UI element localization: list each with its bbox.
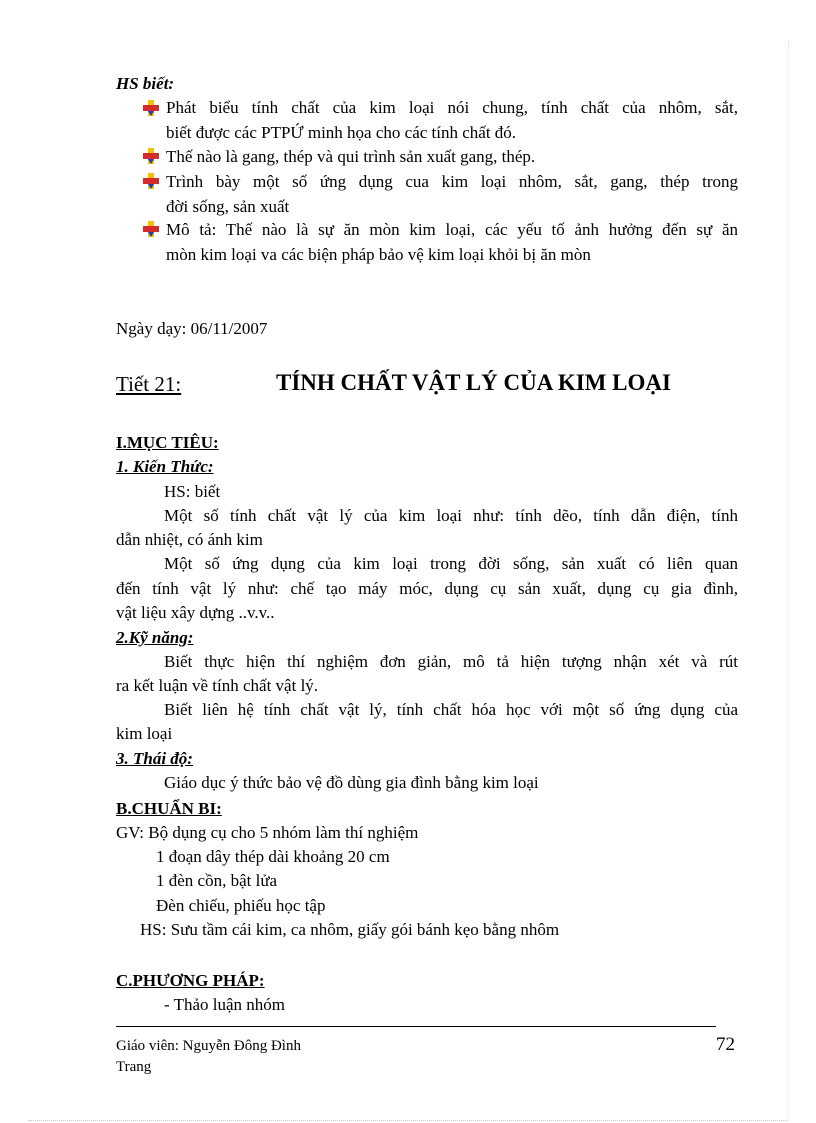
method-line-1: - Thảo luận nhóm [164, 995, 286, 1014]
attitude-heading: 3. Thái độ: [116, 749, 193, 768]
method-heading: C.PHƯƠNG PHÁP: [116, 971, 265, 990]
preparation-line-2: 1 đoạn dây thép dài khoảng 20 cm [156, 847, 390, 866]
intro-bullet-4-line-1: Mô tả: Thế nào là sự ăn mòn kim loại, các yếu tố ảnh hưởng đến sự ăn [166, 220, 738, 239]
intro-bullet-3-line-1: Trình bày một số ứng dụng cua kim loại nhôm, sắt, gang, thép trong [166, 172, 738, 191]
knowledge-line-6: vật liệu xây dựng ..v.v.. [116, 603, 275, 622]
skills-heading: 2.Kỹ năng: [116, 628, 194, 647]
intro-bullet-2-line-1: Thế nào là gang, thép và qui trình sản xuất gang, thép. [166, 147, 536, 166]
page-number: 72 [716, 1034, 735, 1055]
preparation-line-3: 1 đèn cồn, bật lửa [156, 871, 278, 890]
knowledge-line-5: đến tính vật lý như: chế tạo máy móc, dụng cụ sản xuất, dụng cụ gia đình, [116, 579, 738, 598]
intro-bullet-4-line-2: mòn kim loại va các biện pháp bảo vệ kim loại khỏi bị ăn mòn [166, 245, 591, 264]
intro-bullet-1-line-1: Phát biểu tính chất của kim loại nói chung, tính chất của nhôm, sắt, [166, 98, 738, 117]
knowledge-line-1: HS: biết [164, 482, 221, 501]
attitude-line-1: Giáo dục ý thức bảo vệ đồ dùng gia đình bằng kim loại [164, 773, 539, 792]
footer-teacher-continued: Trang [116, 1059, 152, 1075]
page-border-right [788, 40, 789, 1120]
preparation-heading: B.CHUẨN BI: [116, 799, 222, 818]
lesson-title: TÍNH CHẤT VẬT LÝ CỦA KIM LOẠI [276, 370, 671, 395]
lesson-number: Tiết 21: [116, 372, 182, 396]
knowledge-heading: 1. Kiến Thức: [116, 457, 214, 476]
preparation-line-4: Đèn chiếu, phiếu học tập [156, 896, 326, 915]
skills-line-3: Biết liên hệ tính chất vật lý, tính chất hóa học với một số ứng dụng của [164, 700, 738, 719]
skills-line-1: Biết thực hiện thí nghiệm đơn giản, mô tả hiện tượng nhận xét và rút [164, 652, 738, 671]
skills-line-2: ra kết luận về tính chất vật lý. [116, 676, 319, 695]
plus-arrow-bullet-icon [142, 147, 160, 165]
knowledge-line-2: Một số tính chất vật lý của kim loại như: tính dẽo, tính dẫn điện, tính [164, 506, 738, 525]
intro-heading: HS biết: [116, 74, 175, 93]
footer-divider [116, 1026, 716, 1027]
plus-arrow-bullet-icon [142, 220, 160, 238]
preparation-line-1: GV: Bộ dụng cụ cho 5 nhóm làm thí nghiệm [116, 823, 419, 842]
lesson-date: Ngày dạy: 06/11/2007 [116, 319, 268, 338]
intro-bullet-3-line-2: đời sống, sản xuất [166, 197, 290, 216]
knowledge-line-3: dẫn nhiệt, có ánh kim [116, 530, 263, 549]
plus-arrow-bullet-icon [142, 99, 160, 117]
plus-arrow-bullet-icon [142, 172, 160, 190]
footer-teacher: Giáo viên: Nguyễn Đông Đình [116, 1038, 301, 1054]
intro-bullet-1-line-2: biết được các PTPỨ minh họa cho các tính chất đó. [166, 123, 517, 142]
page-border-bottom [28, 1120, 788, 1121]
skills-line-4: kim loại [116, 724, 173, 743]
preparation-line-5: HS: Sưu tầm cái kim, ca nhôm, giấy gói bánh kẹo bằng nhôm [140, 920, 560, 939]
knowledge-line-4: Một số ứng dụng của kim loại trong đời sống, sản xuất có liên quan [164, 554, 738, 573]
objectives-heading: I.MỤC TIÊU: [116, 433, 219, 452]
